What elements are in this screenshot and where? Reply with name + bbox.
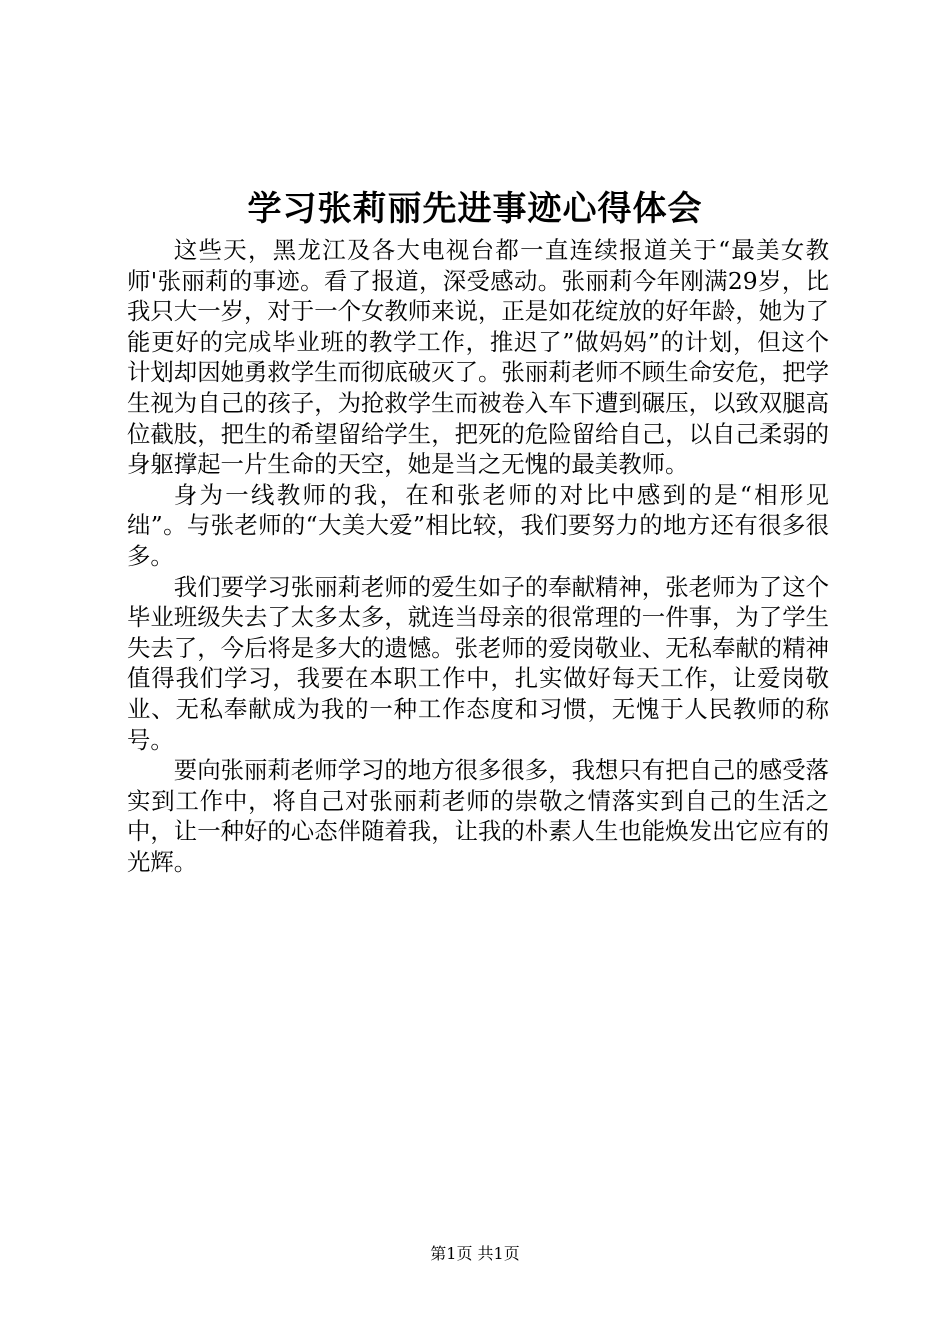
document-body [127, 235, 829, 877]
paragraph-3: 我们要学习张丽莉老师的爱生如子的奉献精神，张老师为了这个毕业班级失去了太多太多，就连当母亲的很常理的一件事，为了学生失去了，今后将是多大的遗憾。张老师的爱岗敬业、无私奉献的精神值得我们学习，我要在本职工作中，扎实做好每天工作，让爱岗敬业、无私奉献成为我的一种工作态度和习惯，无愧于人民教师的称号。 [127, 572, 829, 754]
document-title: 学习张莉丽先进事迹心得体会 [247, 189, 703, 229]
page-footer: 第1页 共1页 [430, 1244, 520, 1263]
paragraph-1: 这些天，黑龙江及各大电视台都一直连续报道关于“最美女教师'张丽莉的事迹。看了报道，深受感动。张丽莉今年刚满29岁，比我只大一岁，对于一个女教师来说，正是如花绽放的好年龄，她为了能更好的完成毕业班的教学工作，推迟了”做妈妈”的计划，但这个计划却因她勇救学生而彻底破灭了。张丽莉老师不顾生命安危，把学生视为自己的孩子，为抢救学生而被卷入车下遭到碾压，以致双腿高位截肢，把生的希望留给学生，把死的危险留给自己，以自己柔弱的身躯撑起一片生命的天空，她是当之无愧的最美教师。 [127, 236, 829, 479]
paragraph-4: 要向张丽莉老师学习的地方很多很多，我想只有把自己的感受落实到工作中，将自己对张丽莉老师的崇敬之情落实到自己的生活之中，让一种好的心态伴随着我，让我的朴素人生也能焕发出它应有的光辉。 [127, 756, 829, 876]
paragraph-2: 身为一线教师的我，在和张老师的对比中感到的是“相形见绌”。与张老师的“大美大爱”相比较，我们要努力的地方还有很多很多。 [127, 480, 829, 570]
